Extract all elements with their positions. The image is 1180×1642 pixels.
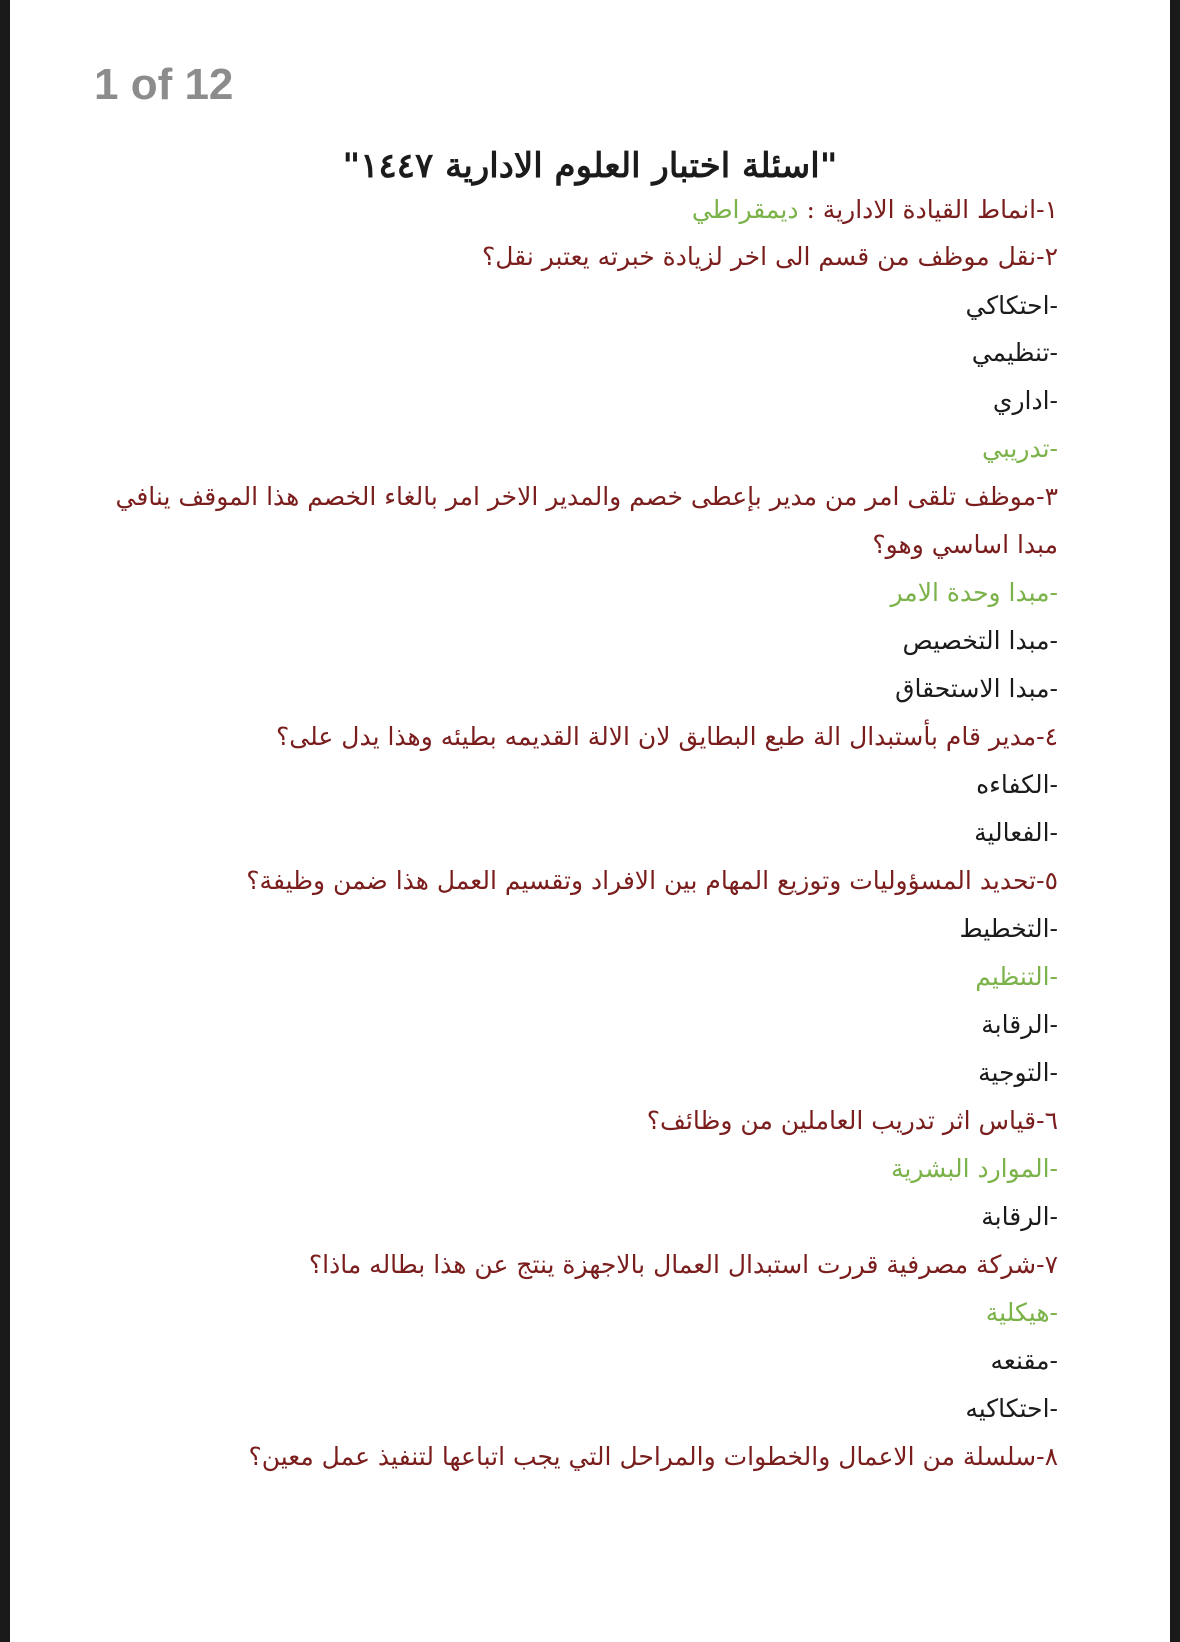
question-5: ٥-تحديد المسؤوليات وتوزيع المهام بين الافراد وتقسيم العمل هذا ضمن وظيفة؟	[246, 866, 1058, 895]
document-page	[10, 0, 1170, 1642]
question-3-continued: مبدا اساسي وهو؟	[872, 530, 1058, 559]
correct-answer: -تدريبي	[982, 434, 1058, 463]
option: -التوجية	[978, 1058, 1058, 1087]
option: -الكفاءه	[976, 770, 1058, 799]
option: -الرقابة	[981, 1202, 1058, 1231]
question-6: ٦-قياس اثر تدريب العاملين من وظائف؟	[646, 1106, 1058, 1135]
option: -اداري	[992, 386, 1058, 415]
correct-answer: -التنظيم	[975, 962, 1058, 991]
question-1	[692, 193, 1058, 227]
option: -التخطيط	[959, 914, 1058, 943]
option: -مقنعه	[990, 1346, 1058, 1375]
option: -الرقابة	[981, 1010, 1058, 1039]
option: -احتكاكيه	[965, 1394, 1058, 1423]
option: -تنظيمي	[971, 338, 1058, 367]
question-8: ٨-سلسلة من الاعمال والخطوات والمراحل التي يجب اتباعها لتنفيذ عمل معين؟	[248, 1442, 1058, 1471]
page-indicator: 1 of 12	[94, 60, 234, 109]
question-7: ٧-شركة مصرفية قررت استبدال العمال بالاجهزة ينتج عن هذا بطاله ماذا؟	[308, 1250, 1058, 1279]
correct-answer: -الموارد البشرية	[890, 1154, 1058, 1183]
option: -مبدا الاستحقاق	[895, 674, 1058, 703]
option: -احتكاكي	[965, 291, 1058, 320]
correct-answer: -هيكلية	[985, 1298, 1058, 1327]
question-4: ٤-مدير قام بأستبدال الة طبع البطايق لان الالة القديمه بطيئه وهذا يدل على؟	[276, 722, 1058, 751]
question-2: ٢-نقل موظف من قسم الى اخر لزيادة خبرته يعتبر نقل؟	[481, 242, 1058, 271]
correct-answer: -مبدا وحدة الامر	[890, 578, 1058, 607]
question-3: ٣-موظف تلقى امر من مدير بإعطى خصم والمدير الاخر امر بالغاء الخصم هذا الموقف ينافي	[115, 482, 1058, 511]
option: -مبدا التخصيص	[902, 626, 1058, 655]
document-title: "اسئلة اختبار العلوم الادارية ١٤٤٧"	[342, 146, 838, 186]
question-1-answer: ديمقراطي	[691, 195, 799, 224]
option: -الفعالية	[974, 818, 1058, 847]
question-1-text: ١-انماط القيادة الادارية :	[806, 195, 1058, 224]
